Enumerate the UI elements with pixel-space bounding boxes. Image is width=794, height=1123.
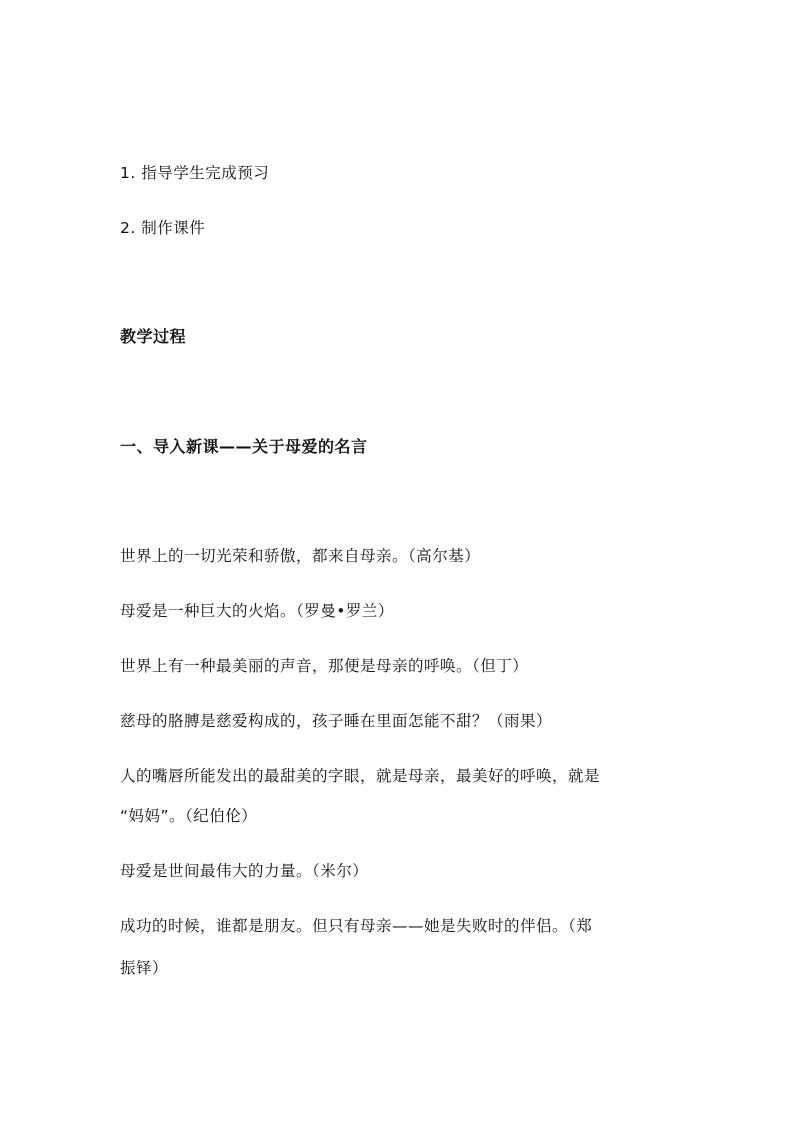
section-title: 教学过程 xyxy=(120,327,187,346)
quote-5-line-2: “妈妈”。（纪伯伦） xyxy=(120,807,258,825)
quote-4: 慈母的胳膊是慈爱构成的，孩子睡在里面怎能不甜？（雨果） xyxy=(120,712,553,730)
subsection-title: 一、导入新课——关于母爱的名言 xyxy=(120,437,368,456)
quote-6: 母爱是世间最伟大的力量。（米尔） xyxy=(120,862,369,880)
quote-7-line-2: 振铎） xyxy=(120,959,169,977)
quote-3: 世界上有一种最美丽的声音，那便是母亲的呼唤。（但丁） xyxy=(120,657,529,675)
prep-item-2: 2. 制作课件 xyxy=(120,219,206,237)
quote-5-line-1: 人的嘴唇所能发出的最甜美的字眼，就是母亲，最美好的呼唤，就是 xyxy=(120,767,601,785)
quote-2: 母爱是一种巨大的火焰。（罗曼•罗兰） xyxy=(120,602,394,620)
prep-item-1: 1. 指导学生完成预习 xyxy=(120,164,270,182)
quote-7-line-1: 成功的时候，谁都是朋友。但只有母亲——她是失败时的伴侣。（郑 xyxy=(120,917,593,935)
quote-1: 世界上的一切光荣和骄傲，都来自母亲。（高尔基） xyxy=(120,547,481,565)
